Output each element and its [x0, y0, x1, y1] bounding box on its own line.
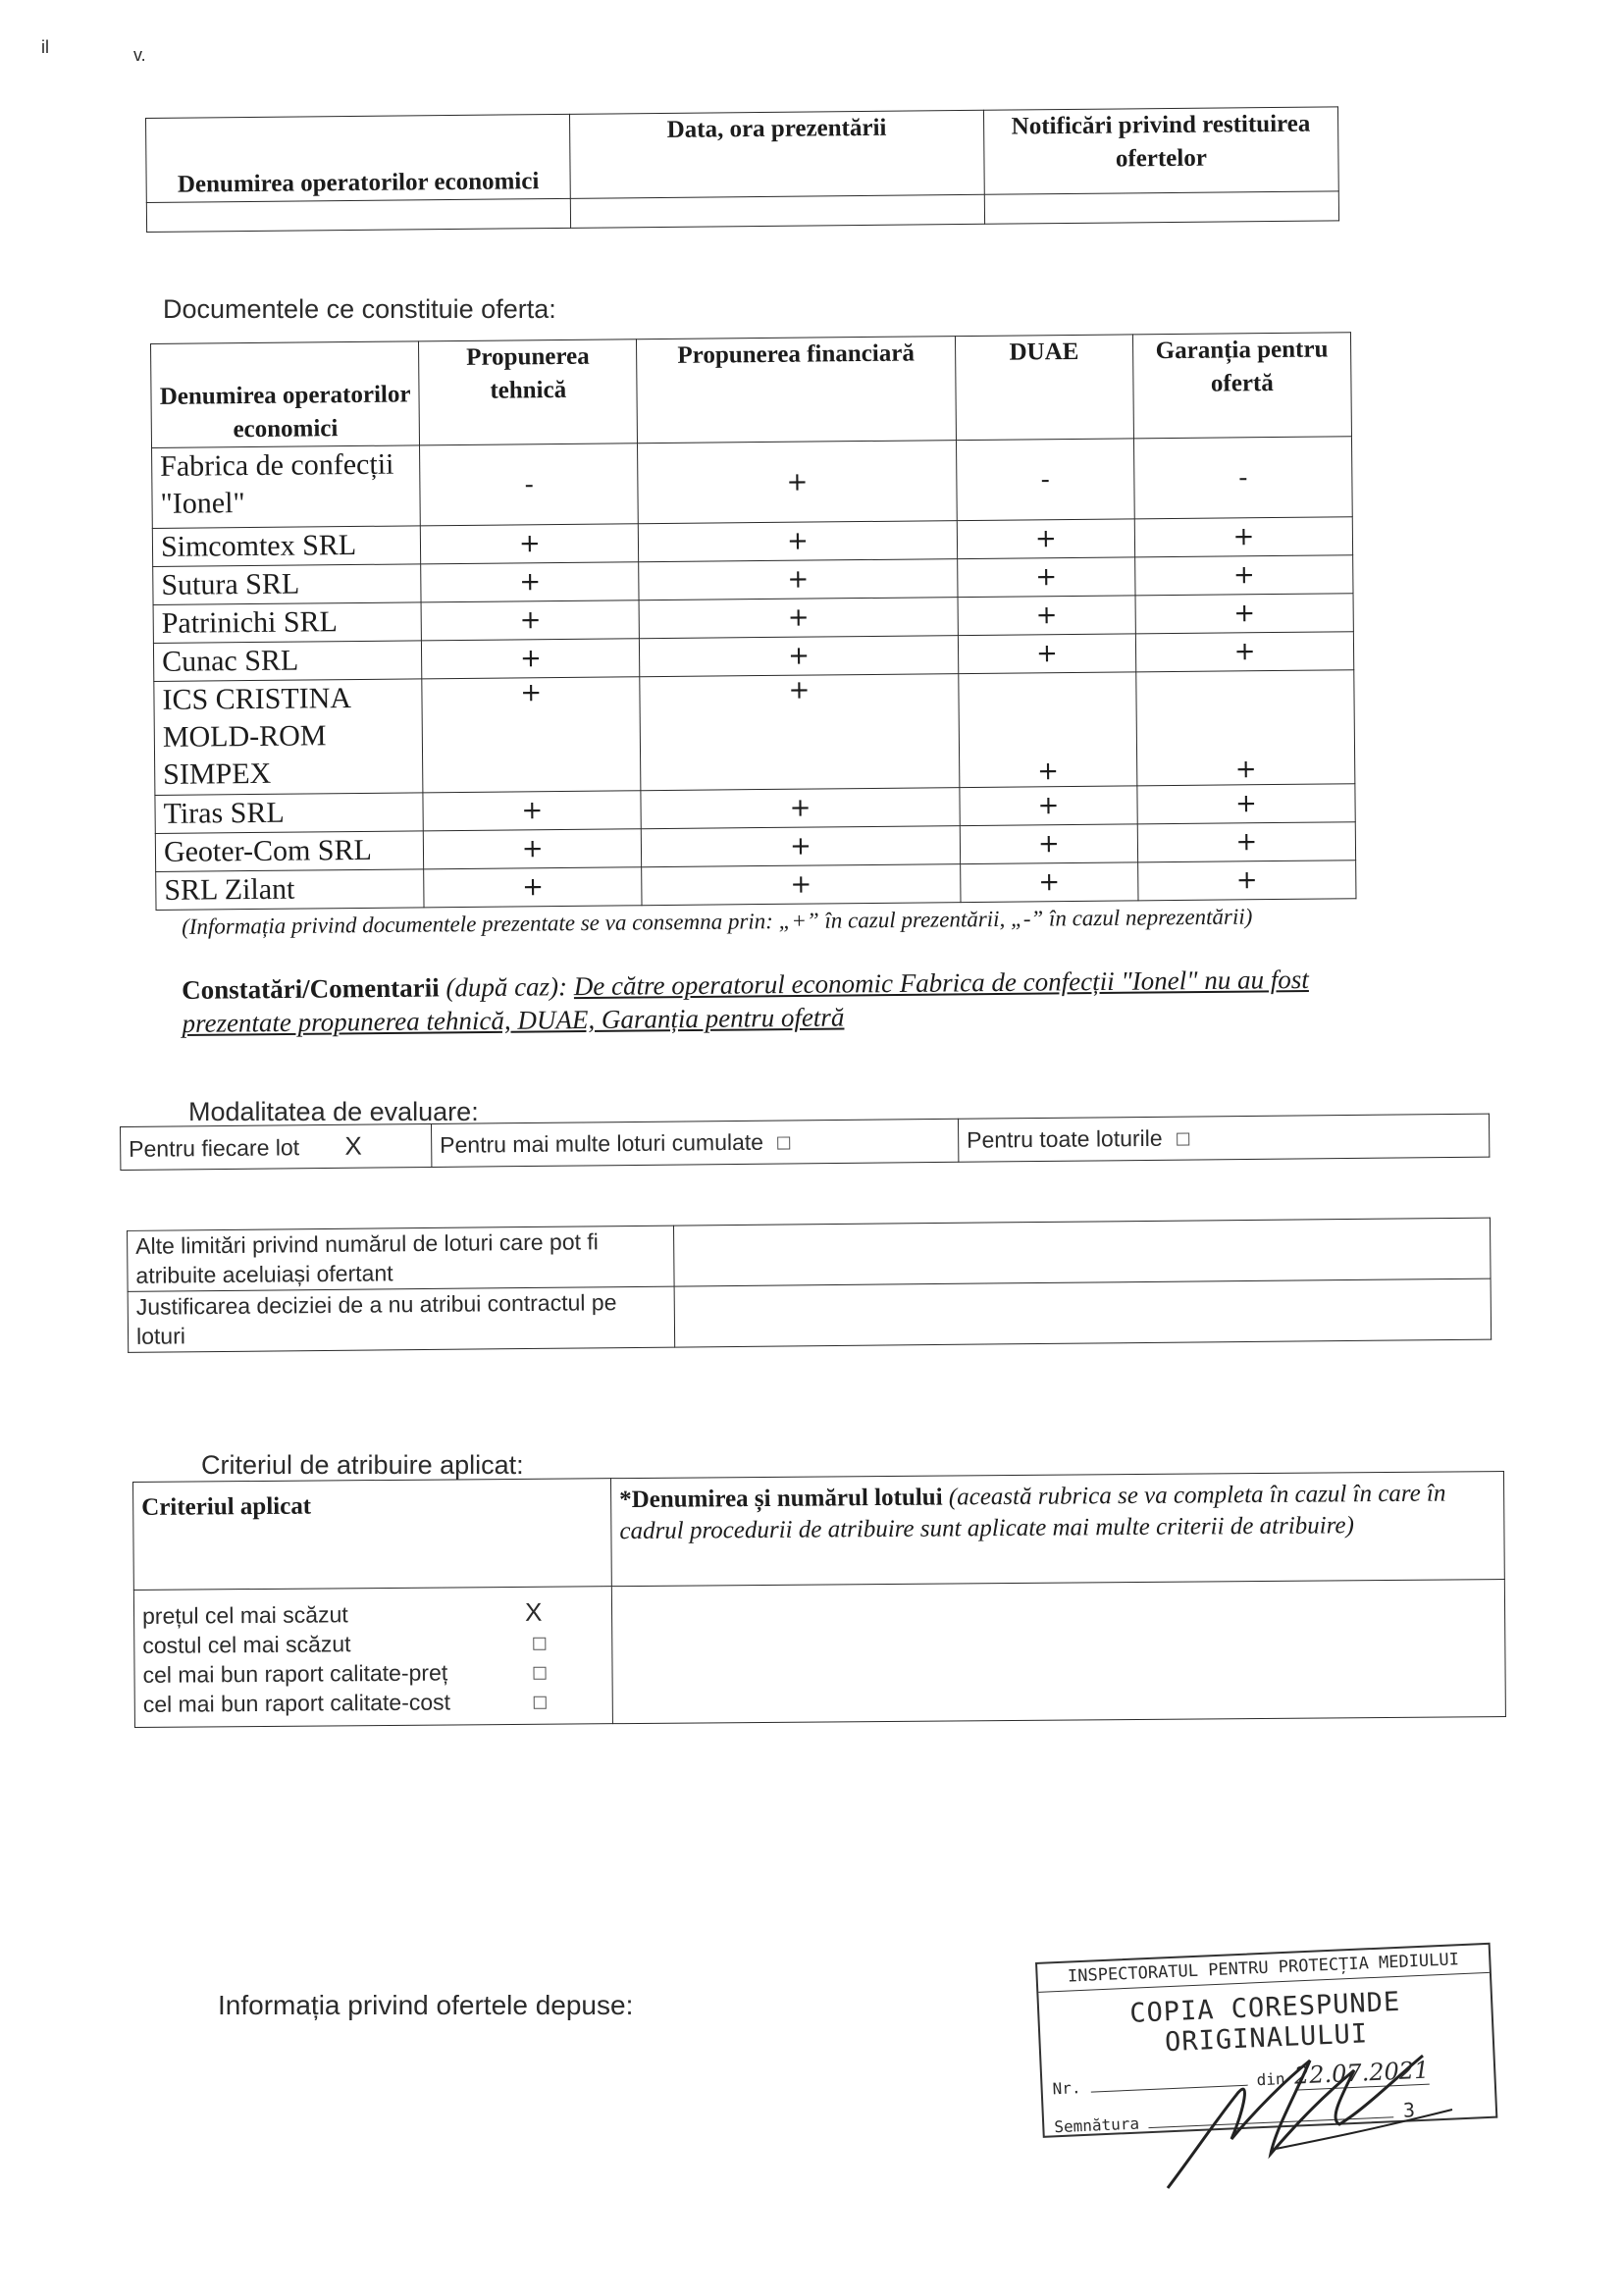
header-guarantee: Garanția pentru ofertă — [1132, 333, 1351, 439]
technical-mark: + — [422, 639, 640, 679]
checkbox-icon — [534, 1696, 547, 1709]
all-lots-option — [958, 1114, 1489, 1162]
financial-mark: + — [638, 441, 957, 524]
stray-mark: il — [41, 37, 49, 57]
handwritten-signature — [1128, 2002, 1472, 2198]
header-operators: Denumirea operatorilor economici — [146, 114, 571, 202]
duae-mark: + — [959, 672, 1137, 788]
option-label: cel mai bun raport calitate-preț — [142, 1659, 448, 1688]
per-lot-option — [121, 1123, 432, 1170]
criterion-header: Criteriul aplicat — [133, 1479, 612, 1591]
stamp-institution: INSPECTORATUL PENTRU PROTECȚIA MEDIULUI — [1037, 1945, 1490, 1993]
duae-mark: + — [960, 786, 1138, 826]
technical-mark: + — [422, 677, 641, 793]
guarantee-mark: + — [1134, 517, 1352, 557]
empty-cell — [570, 194, 984, 228]
guarantee-mark: + — [1138, 861, 1356, 901]
documents-title: Documentele ce constituie oferta: — [163, 294, 556, 324]
header-date-time: Data, ora prezentării — [569, 110, 984, 198]
checkbox-icon — [777, 1137, 790, 1150]
criterion-title: Criteriul de atribuire aplicat: — [201, 1450, 524, 1480]
technical-mark: + — [421, 524, 639, 564]
header-operators: Denumirea operatorilor economici — [151, 341, 420, 448]
stamp-date: 22.07.2021 — [1293, 2056, 1430, 2090]
checkbox-icon — [1177, 1133, 1189, 1146]
guarantee-mark: + — [1137, 822, 1355, 862]
stamp-din-label: din — [1256, 2069, 1285, 2090]
operator-name: Cunac SRL — [153, 641, 422, 682]
evaluation-title: Modalitatea de evaluare: — [188, 1097, 479, 1126]
comments-label: Constatări/Comentarii — [182, 972, 440, 1005]
header-notifications: Notificări privind restituirea ofertelor — [983, 107, 1338, 194]
duae-mark: - — [956, 439, 1134, 521]
multiple-lots-option — [431, 1119, 958, 1167]
criterion-options — [133, 1587, 612, 1728]
criterion-option — [142, 1596, 603, 1631]
operator-name: SRL Zilant — [156, 869, 425, 911]
comments-text: De către operatorul economic Fabrica de confecții "Ionel" nu au fost prezentate propunerea tehnică, DUAE, Garanția pentru ofetră — [182, 964, 1309, 1038]
documents-table — [150, 332, 1356, 911]
checkbox-icon — [533, 1667, 546, 1680]
empty-cell — [984, 191, 1338, 224]
submission-table — [145, 106, 1339, 233]
criterion-table — [132, 1471, 1506, 1728]
header-duae: DUAE — [955, 335, 1133, 441]
guarantee-mark: + — [1135, 632, 1353, 672]
table-row — [152, 437, 1353, 529]
technical-mark: - — [420, 444, 639, 526]
operator-name: Tiras SRL — [155, 793, 424, 834]
lot-header-title: *Denumirea și numărul lotului — [619, 1484, 943, 1514]
financial-mark: + — [639, 521, 958, 562]
header-technical: Propunerea tehnică — [419, 339, 638, 445]
technical-mark: + — [423, 791, 641, 831]
header-financial: Propunerea financiară — [637, 337, 956, 444]
all-lots-label: Pentru toate loturile — [967, 1124, 1163, 1153]
technical-mark: + — [421, 562, 639, 602]
justification-value — [674, 1278, 1492, 1347]
duae-mark: + — [960, 862, 1138, 903]
financial-mark: + — [642, 826, 961, 867]
operator-name: Geoter-Com SRL — [155, 831, 424, 872]
other-limits-label: Alte limitări privind numărul de loturi care pot fi atribuite aceluiași ofertant — [128, 1226, 675, 1291]
stamp-signature-label: Semnătura — [1053, 2113, 1140, 2137]
stamp-nr-label: Nr. — [1052, 2078, 1081, 2099]
justification-label: Justificarea deciziei de a nu atribui contractul pe loturi — [128, 1286, 675, 1352]
checkbox-icon — [533, 1638, 546, 1650]
comments-block — [182, 962, 1370, 1040]
lot-header — [610, 1472, 1504, 1587]
per-lot-label: Pentru fiecare lot — [129, 1134, 300, 1162]
lot-header-note: (această rubrica se va completa în cazul în care în cadrul procedurii de atribuire sunt aplicate mai multe criterii de atribuire) — [619, 1480, 1446, 1545]
operator-name: ICS CRISTINA MOLD-ROM SIMPEX — [154, 679, 423, 796]
technical-mark: + — [424, 829, 642, 869]
financial-mark: + — [639, 559, 958, 600]
operator-name: Patrinichi SRL — [153, 602, 422, 644]
technical-mark: + — [424, 867, 642, 908]
stamp-page-number: 3 — [1402, 2098, 1416, 2122]
financial-mark: + — [639, 598, 958, 639]
option-label: costul cel mai scăzut — [142, 1631, 351, 1658]
guarantee-mark: + — [1135, 594, 1353, 634]
lot-limits-table — [127, 1218, 1492, 1353]
info-note: (Informația privind documentele prezentate se va consemna prin: „+” în cazul prezentării, „-” în cazul neprezentării) — [182, 904, 1253, 939]
operator-name: Sutura SRL — [153, 564, 422, 605]
multiple-lots-label: Pentru mai multe loturi cumulate — [440, 1128, 764, 1158]
financial-mark: + — [641, 788, 960, 829]
operator-name: Fabrica de confecții "Ionel" — [152, 445, 421, 529]
option-label: prețul cel mai scăzut — [141, 1601, 348, 1629]
guarantee-mark: + — [1136, 670, 1355, 786]
duae-mark: + — [957, 519, 1135, 559]
duae-mark: + — [960, 824, 1138, 864]
financial-mark: + — [642, 864, 961, 906]
duae-mark: + — [957, 557, 1135, 598]
criterion-option — [143, 1686, 604, 1719]
lot-value — [611, 1580, 1505, 1724]
offers-info-title: Informația privind ofertele depuse: — [218, 1990, 634, 2020]
technical-mark: + — [421, 600, 639, 641]
operator-name: Simcomtex SRL — [152, 526, 421, 567]
per-lot-mark: X — [344, 1130, 362, 1161]
option-mark: X — [524, 1596, 543, 1627]
financial-mark: + — [640, 636, 959, 677]
financial-mark: + — [640, 674, 960, 791]
empty-cell — [146, 198, 570, 232]
guarantee-mark: + — [1135, 555, 1353, 596]
duae-mark: + — [958, 634, 1136, 674]
criterion-option — [142, 1656, 603, 1690]
guarantee-mark: - — [1133, 437, 1352, 519]
guarantee-mark: + — [1137, 784, 1355, 824]
option-label: cel mai bun raport calitate-cost — [142, 1689, 451, 1717]
stray-mark: v. — [133, 45, 146, 65]
evaluation-block — [120, 1114, 1495, 1382]
stamp-certification: COPIA CORESPUNDE ORIGINALULUI — [1128, 1986, 1401, 2059]
comments-qualifier: (după caz): — [445, 971, 568, 1003]
other-limits-value — [673, 1218, 1491, 1286]
criterion-option — [142, 1627, 603, 1660]
duae-mark: + — [958, 596, 1136, 636]
table-row — [154, 670, 1355, 796]
